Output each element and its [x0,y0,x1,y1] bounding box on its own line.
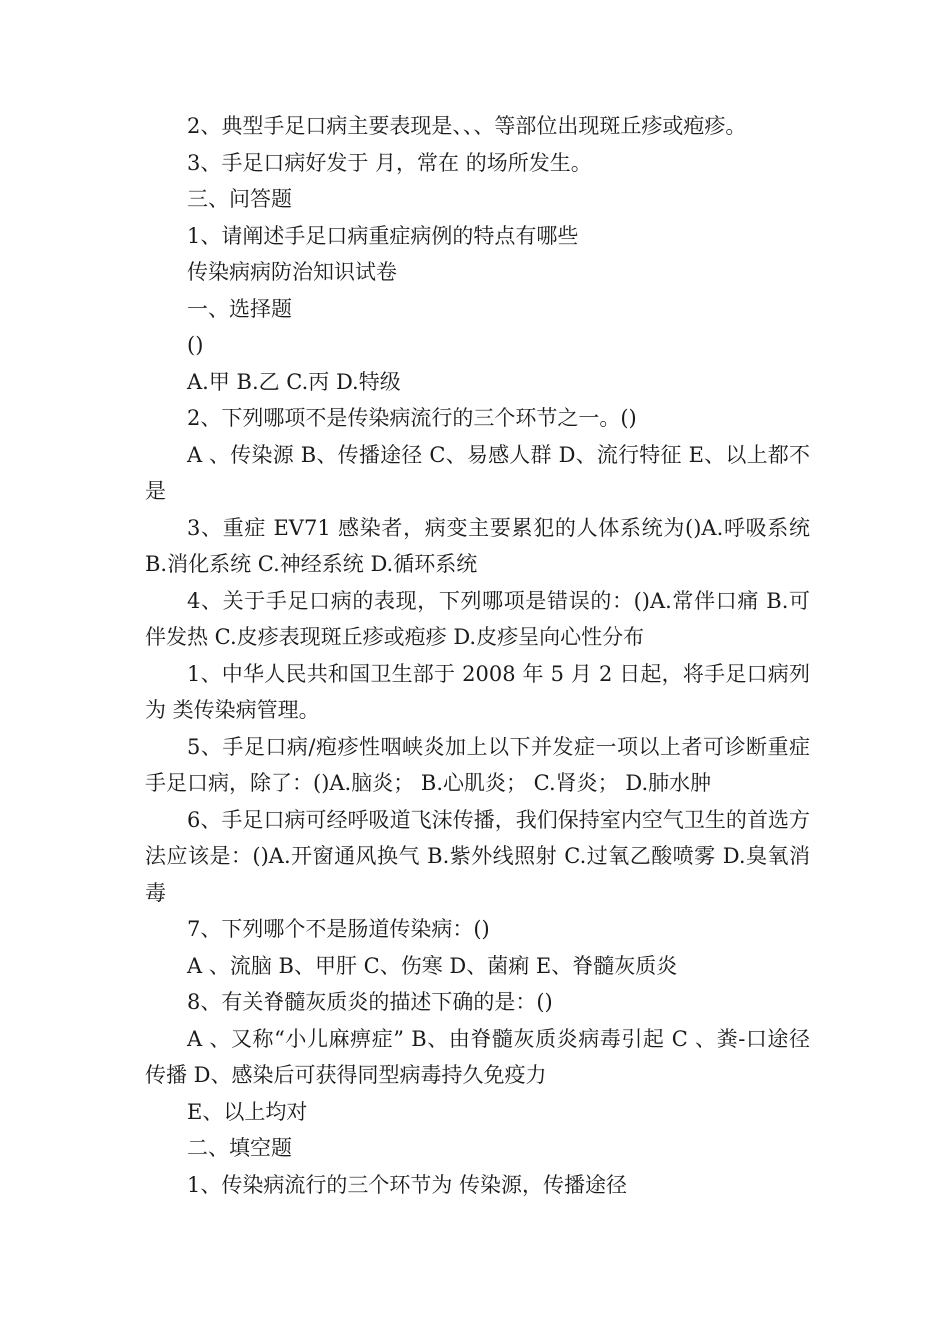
paragraph: () [187,333,204,357]
paragraph: 3、手足口病好发于 月，常在 的场所发生。 [187,150,592,175]
paragraph: 2、典型手足口病主要表现是、、、等部位出现斑丘疹或疱疹。 [187,114,747,138]
question: 1、中华人民共和国卫生部于 2008 年 5 月 2 日起，将手足口病列为 类传染病管理。 [145,661,810,722]
answer-options: A 、又称“小儿麻痹症” B、由脊髓灰质炎病毒引起 C 、粪-口途径传播 D、感染后可获得同型病毒持久免疫力 [145,1026,810,1087]
question: 8、有关脊髓灰质炎的描述下确的是：() [187,990,553,1014]
answer-options: E、以上均对 [187,1099,308,1124]
document-title: 传染病病防治知识试卷 [187,260,397,284]
document-body [145,108,810,1203]
question: 2、下列哪项不是传染病流行的三个环节之一。() [187,406,637,430]
question: 6、手足口病可经呼吸道飞沫传播，我们保持室内空气卫生的首选方法应该是：()A.开窗通风换气 B.紫外线照射 C.过氧乙酸喷雾 D.臭氧消毒 [145,807,810,905]
question: 1、传染病流行的三个环节为 传染源，传播途径 [187,1172,628,1197]
section-heading: 一、选择题 [187,296,292,321]
question: 4、关于手足口病的表现，下列哪项是错误的：()A.常伴口痛 B.可伴发热 C.皮疹表现斑丘疹或疱疹 D.皮疹呈向心性分布 [145,588,810,649]
section-heading: 二、填空题 [187,1136,292,1160]
answer-options: A 、传染源 B、传播途径 C、易感人群 D、流行特征 E、以上都不是 [145,442,810,503]
question: 7、下列哪个不是肠道传染病：() [187,917,490,941]
question: 5、手足口病/疱疹性咽峡炎加上以下并发症一项以上者可诊断重症手足口病，除了：()A.脑炎； B.心肌炎； C.肾炎； D.肺水肿 [145,734,810,795]
answer-options: A 、流脑 B、甲肝 C、伤寒 D、菌痢 E、脊髓灰质炎 [187,953,678,978]
paragraph: A.甲 B.乙 C.丙 D.特级 [187,369,401,394]
paragraph: 1、请阐述手足口病重症病例的特点有哪些 [187,223,579,248]
question: 3、重症 EV71 感染者，病变主要累犯的人体系统为()A.呼吸系统 B.消化系统 C.神经系统 D.循环系统 [145,515,810,576]
section-heading: 三、问答题 [187,187,292,211]
